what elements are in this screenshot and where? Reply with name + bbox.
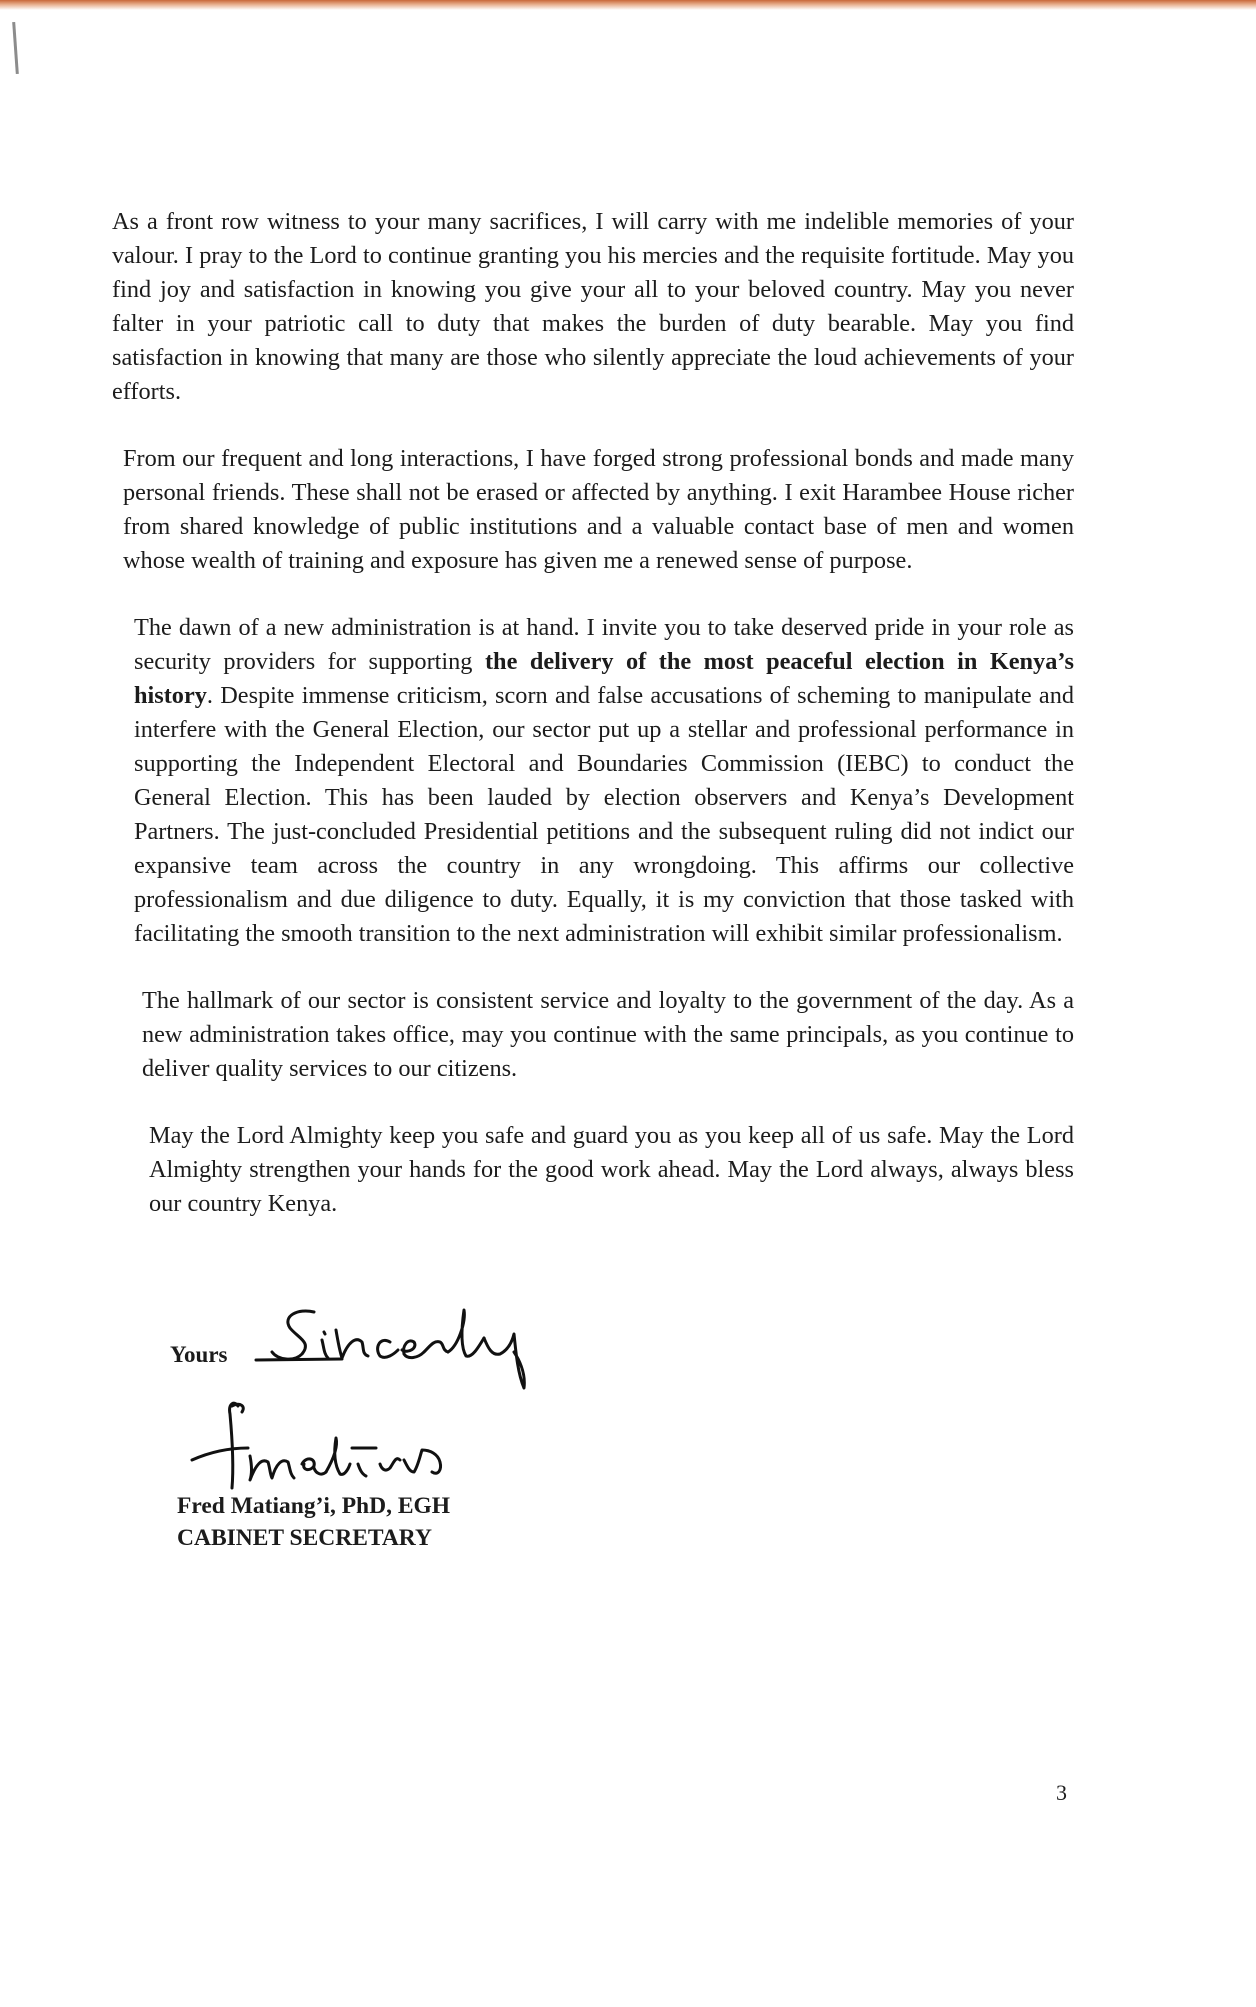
paragraph-text: . Despite immense criticism, scorn and false accusations of scheming to manipulate and interfere with the General Election, our sector put up a stellar and professional performance in supporting the Independent Electoral and Boundaries Commission (IEBC) to conduct the General Election. This has been lauded by election observers and Kenya’s Development Partners. The just-concluded Presidential petitions and the subsequent ruling did not indict our expansive team across the country in any wrongdoing. This affirms our collective professionalism and due diligence to duty. Equally, it is my conviction that those tasked with facilitating the smooth transition to the next administration will exhibit similar professionalism. (134, 682, 1074, 947)
handwritten-sincerely (252, 1302, 622, 1394)
paragraph-sacrifices: As a front row witness to your many sacrifices, I will carry with me indelible memories of your valour. I pray to the Lord to continue granting you his mercies and the requisite fortitude. May you find joy and satisfaction in knowing you give your all to your beloved country. May you never falter in your patriotic call to duty that makes the burden of duty bearable. May you find satisfaction in knowing that many are those who silently appreciate the loud achievements of your efforts. (112, 208, 1074, 405)
signatory-title: CABINET SECRETARY (177, 1525, 432, 1551)
letter-body (112, 205, 1074, 1254)
paragraph-blessing: May the Lord Almighty keep you safe and guard you as you keep all of us safe. May the Lord Almighty strengthen your hands for the good work ahead. May the Lord always, always bless our country Kenya. (149, 1122, 1074, 1217)
paragraph-hallmark: The hallmark of our sector is consistent service and loyalty to the government of the day. As a new administration takes office, may you continue with the same principals, as you continue to deliver quality services to our citizens. (142, 987, 1074, 1082)
handwritten-signature (190, 1398, 470, 1494)
paragraph-interactions: From our frequent and long interactions, I have forged strong professional bonds and made many personal friends. These shall not be erased or affected by anything. I exit Harambee House richer from shared knowledge of public institutions and a valuable contact base of men and women whose wealth of training and exposure has given me a renewed sense of purpose. (123, 445, 1074, 574)
paragraph-new-administration (112, 611, 1074, 951)
page-number: 3 (1056, 1780, 1067, 1805)
emphasis-text: the delivery of the most peaceful election in Kenya’s history (134, 648, 1074, 709)
sign-off (168, 1300, 628, 1520)
signatory-block (177, 1490, 450, 1554)
closing-word: Yours (170, 1342, 228, 1367)
scan-mark (12, 22, 19, 74)
signatory-name: Fred Matiang’i, PhD, EGH (177, 1493, 451, 1519)
paragraph-text: The dawn of a new administration is at hand. I invite you to take deserved pride in your role as security providers for supporting (134, 614, 1074, 675)
page-top-edge (0, 0, 1256, 10)
